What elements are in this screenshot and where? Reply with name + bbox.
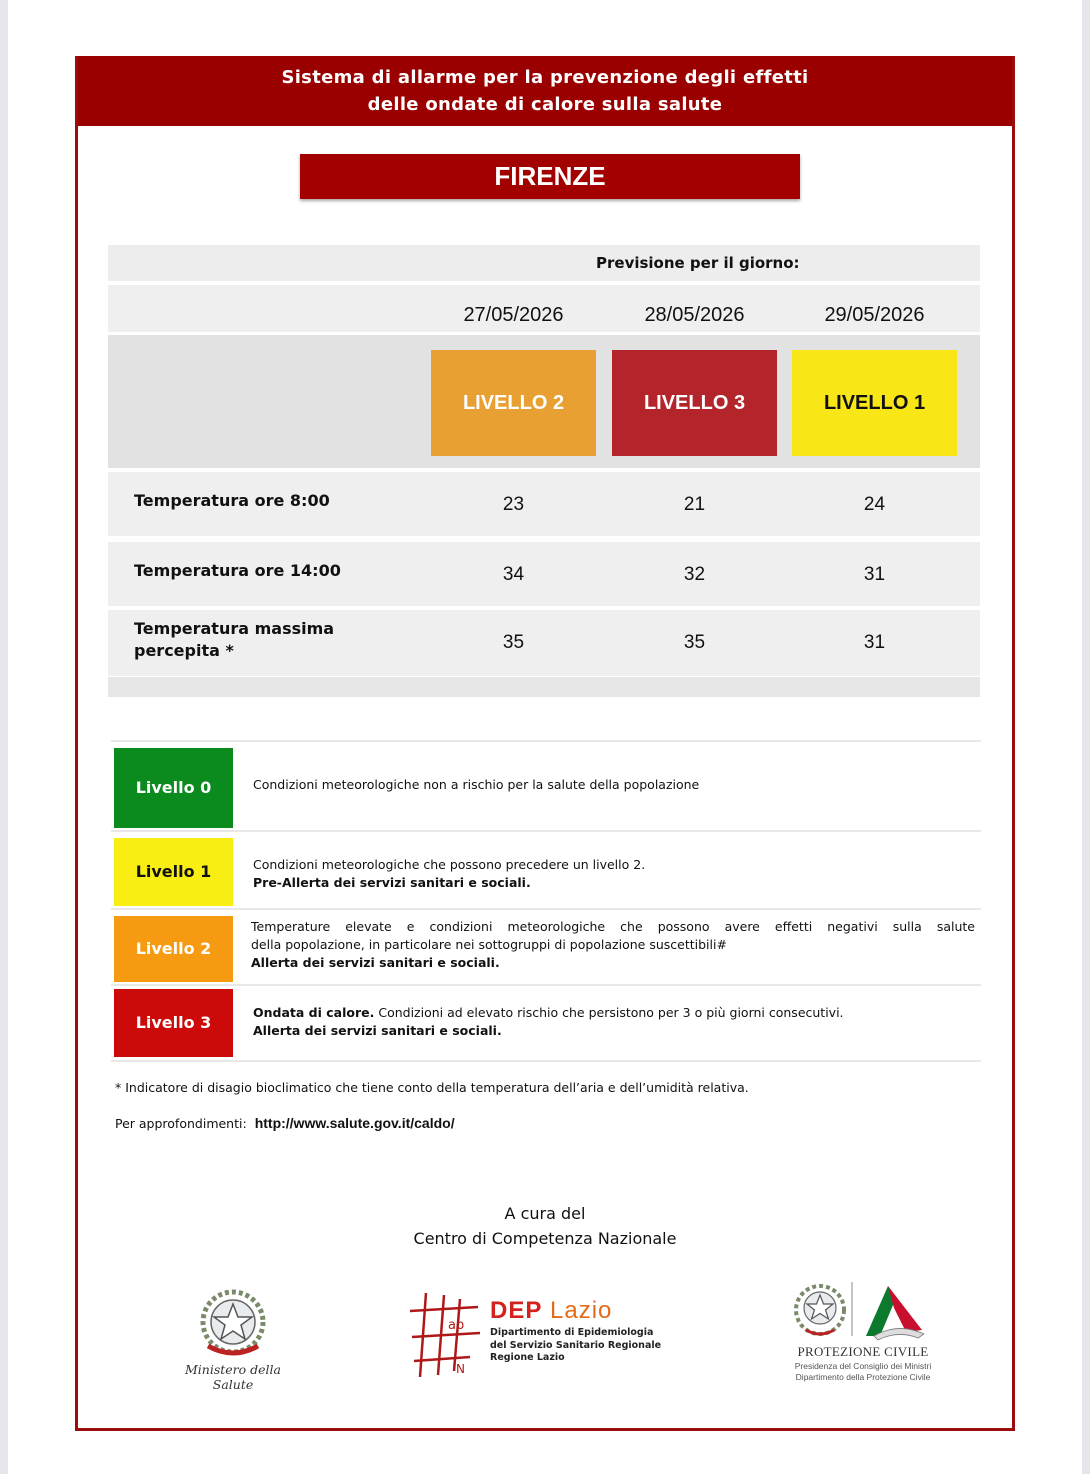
protezione-civile-logo [788,1278,938,1388]
temp-14-day-1: 34 [502,564,525,585]
temp-8-day-3: 24 [863,494,886,515]
more-info-label: Per approfondimenti: [115,1116,247,1131]
top-banner [78,56,1012,126]
legend-text-3-bold: Allerta dei servizi sanitari e sociali. [253,1023,502,1038]
more-info [115,1115,455,1131]
dep-lazio-title: DEP Lazio [490,1297,613,1324]
temp-row-14 [108,542,980,606]
table-footer-bar [108,677,980,697]
banner-title-line2: delle ondate di calore sulla salute [367,94,723,115]
temp-label-8: Temperatura ore 8:00 [134,491,330,510]
temp-max-day-3: 31 [863,632,886,653]
page-edge-right [1082,0,1090,1474]
dep-lazio-mark-icon [408,1291,488,1381]
legend-text-1-bold: Pre-Allerta dei servizi sanitari e sociali. [253,875,531,890]
level-badge-day-1: LIVELLO 2 [431,350,596,456]
legend-text-3 [253,1004,975,1040]
legend-text-0-line1: Condizioni meteorologiche non a rischio per la salute della popolazione [253,777,700,792]
forecast-heading-row [108,245,980,281]
legend-text-2-bold: Allerta dei servizi sanitari e sociali. [251,955,500,970]
legend-text-2-line2: della popolazione, in particolare nei sottogruppi di popolazione suscettibili# [251,937,727,952]
dep-lazio-subtitle: Dipartimento di Epidemiologia del Servizio Sanitario Regionale Regione Lazio [490,1327,662,1363]
credit-line1: A cura del [504,1204,586,1223]
svg-text:ab: ab [448,1318,465,1333]
temp-8-day-2: 21 [683,494,706,515]
page-edge-left [0,0,8,1474]
protezione-civile-emblem-icon [788,1278,938,1342]
levels-row [108,335,980,468]
temp-max-day-2: 35 [683,632,706,653]
legend-row-2 [111,908,981,984]
legend-text-3-line1: Ondata di calore. Condizioni ad elevato rischio che persistono per 3 o più giorni consecutivi. [253,1005,844,1020]
ministero-caption: Ministero della Salute [184,1362,281,1392]
legend-swatch-0: Livello 0 [114,748,233,828]
temp-row-max [108,610,980,676]
italian-emblem-icon [168,1284,298,1364]
legend-text-2-line1: Temperature elevate e condizioni meteorologiche che possono avere effetti negativi sulla salute [251,919,975,934]
legend-text-2 [251,918,975,972]
temp-max-day-1: 35 [502,632,525,653]
date-day-2: 28/05/2026 [644,304,745,326]
credit-block [78,1201,1012,1251]
protezione-civile-name: PROTEZIONE CIVILE [797,1344,929,1359]
temp-14-day-2: 32 [683,564,706,585]
legend-text-1 [253,856,975,892]
bulletin-sheet [75,56,1015,1431]
legend-text-1-line1: Condizioni meteorologiche che possono precedere un livello 2. [253,857,646,872]
temp-label-max-line2: percepita * [134,641,234,660]
protezione-civile-subtitle: Presidenza del Consiglio dei Ministri Dipartimento della Protezione Civile [794,1361,932,1382]
temp-8-day-1: 23 [502,494,525,515]
forecast-heading: Previsione per il giorno: [596,254,800,272]
footnote: * Indicatore di disagio bioclimatico che tiene conto della temperatura dell’aria e dell’umidità relativa. [115,1080,749,1095]
legend-swatch-1: Livello 1 [114,838,233,906]
banner-title-line1: Sistema di allarme per la prevenzione degli effetti [281,67,809,88]
date-day-1: 27/05/2026 [463,304,564,326]
legend-row-3 [111,984,981,1062]
svg-text:N: N [456,1362,465,1376]
temp-14-day-3: 31 [863,564,886,585]
date-day-3: 29/05/2026 [824,304,925,326]
legend-swatch-2: Livello 2 [114,916,233,982]
legend-swatch-3: Livello 3 [114,989,233,1057]
temp-label-max [134,618,334,662]
level-badge-day-3: LIVELLO 1 [792,350,957,456]
level-badge-day-2: LIVELLO 3 [612,350,777,456]
legend-text-0 [253,776,975,794]
temp-row-8 [108,472,980,536]
temp-label-max-line1: Temperatura massima [134,619,335,638]
legend-row-1 [111,830,981,908]
temp-label-14: Temperatura ore 14:00 [134,561,341,580]
credit-line2: Centro di Competenza Nazionale [413,1229,677,1248]
dep-lazio-logo [408,1291,668,1381]
more-info-link[interactable]: http://www.salute.gov.it/caldo/ [254,1115,455,1131]
ministero-salute-logo [168,1284,298,1392]
legend-row-0 [111,740,981,830]
city-title: FIRENZE [300,154,800,199]
dates-row [108,285,980,332]
